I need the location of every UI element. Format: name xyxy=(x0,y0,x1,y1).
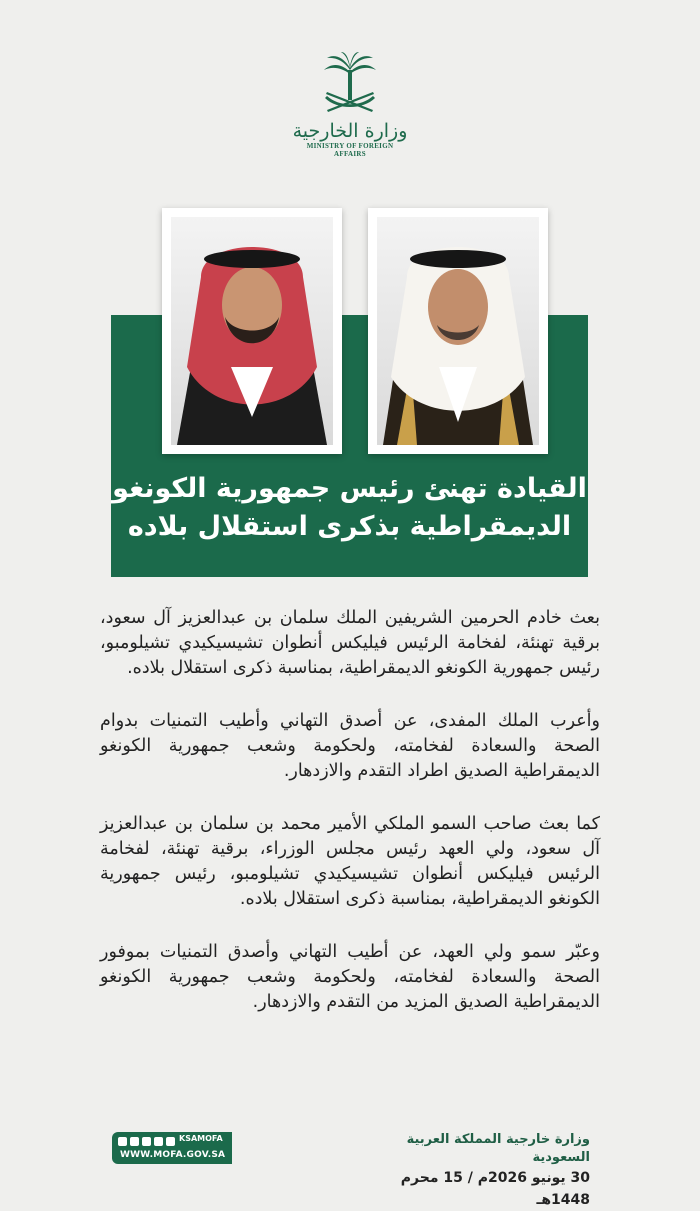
portrait-crown-prince xyxy=(162,208,342,454)
logo-arabic-name: وزارة الخارجية xyxy=(292,120,408,142)
social-badge[interactable] xyxy=(112,1132,232,1164)
portrait-king xyxy=(368,208,548,454)
paragraph: وعبّر سمو ولي العهد، عن أطيب التهاني وأصدق التمنيات بموفور الصحة والسعادة لفخامته، ولحكومة وشعب جمهورية الكونغو الديمقراطية الصديق المزيد من التقدم والازدهار. xyxy=(100,942,600,1012)
instagram-icon[interactable] xyxy=(154,1137,163,1146)
portrait-figure-icon xyxy=(377,217,539,445)
x-icon[interactable] xyxy=(166,1137,175,1146)
ministry-logo xyxy=(290,52,410,158)
social-handle: KSAMOFA xyxy=(179,1134,223,1143)
article-body xyxy=(100,606,600,1043)
paragraph: كما بعث صاحب السمو الملكي الأمير محمد بن سلمان بن عبدالعزيز آل سعود، ولي العهد رئيس مجلس الوزراء، برقية تهنئة، لفخامة الرئيس فيليكس أنطوان تشيسيكيدي تشيلومبو، رئيس جمهورية الكونغو الديمقراطية، بمناسبة ذكرى استقلال بلاده. xyxy=(100,814,600,909)
paragraph: بعث خادم الحرمين الشريفين الملك سلمان بن عبدالعزيز آل سعود، برقية تهنئة، لفخامة الرئيس فيليكس أنطوان تشيسيكيدي تشيلومبو، رئيس جمهورية الكونغو الديمقراطية، بمناسبة ذكرى استقلال بلاده. xyxy=(100,608,600,678)
snapchat-icon[interactable] xyxy=(130,1137,139,1146)
facebook-icon[interactable] xyxy=(142,1137,151,1146)
website-link[interactable]: WWW.MOFA.GOV.SA xyxy=(120,1150,226,1160)
paragraph: وأعرب الملك المفدى، عن أصدق التهاني وأطيب التمنيات بدوام الصحة والسعادة لفخامته، ولحكومة وشعب جمهورية الكونغو الديمقراطية الصديق اطراد التقدم والازدهار. xyxy=(100,711,600,781)
headline-line-1: القيادة تهنئ رئيس جمهورية الكونغو xyxy=(112,473,587,504)
news-headline xyxy=(111,470,588,546)
portrait-figure-icon xyxy=(171,217,333,445)
organization-name: وزارة خارجية المملكة العربية السعودية xyxy=(406,1132,590,1165)
publish-date: 30 يونيو 2026م / 15 محرم 1448هـ xyxy=(400,1170,590,1208)
palm-swords-emblem-icon xyxy=(315,52,385,118)
youtube-icon[interactable] xyxy=(118,1137,127,1146)
logo-english-name: MINISTRY OF FOREIGN AFFAIRS xyxy=(306,142,394,158)
social-icons xyxy=(118,1136,175,1146)
headline-line-2: الديمقراطية بذكرى استقلال بلاده xyxy=(127,511,572,542)
footer-meta xyxy=(360,1131,590,1211)
